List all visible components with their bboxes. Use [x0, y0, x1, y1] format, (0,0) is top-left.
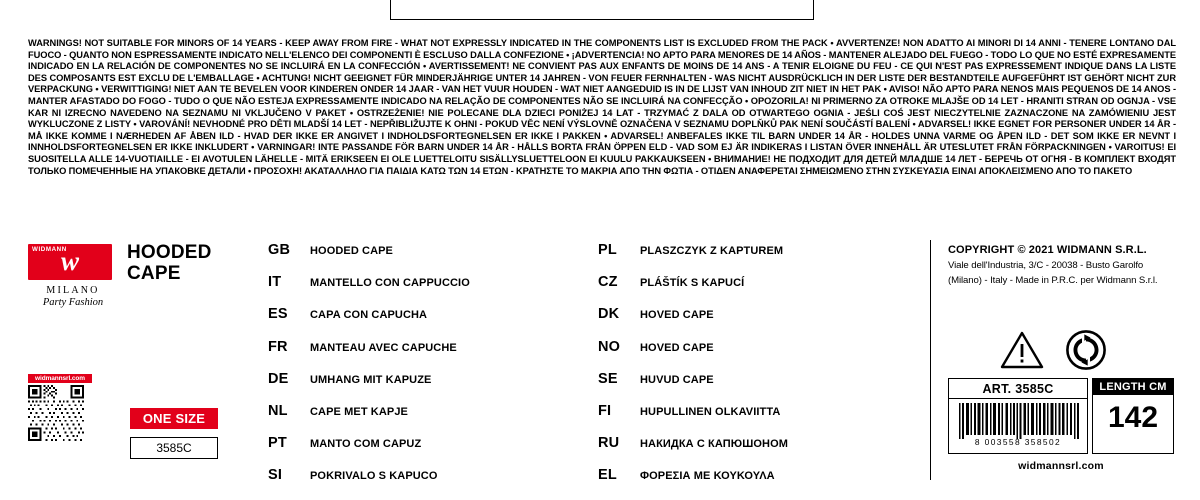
- list-item: [598, 435, 908, 467]
- article-number-label: ART. 3585C: [949, 379, 1087, 399]
- language-product-name: MANTO COM CAPUZ: [310, 438, 422, 451]
- language-code: FR: [268, 338, 288, 355]
- qr-code-icon: [28, 385, 84, 441]
- language-code: NO: [598, 338, 621, 355]
- warning-triangle-icon: [1000, 330, 1044, 370]
- article-code-box: 3585C: [130, 437, 218, 459]
- language-code: PT: [268, 435, 287, 452]
- language-product-name: CAPA CON CAPUCHA: [310, 309, 428, 322]
- barcode-block: [948, 378, 1088, 454]
- list-item: [268, 403, 578, 435]
- language-code: CZ: [598, 274, 618, 291]
- list-item: [598, 467, 908, 499]
- widmann-logo: [28, 244, 112, 280]
- language-product-name: HOODED CAPE: [310, 245, 393, 257]
- language-code: EL: [598, 467, 617, 484]
- language-column-left: [268, 242, 578, 500]
- list-item: [598, 403, 908, 435]
- length-title: LENGTH CM: [1093, 379, 1173, 395]
- green-dot-recycle-icon: [1066, 330, 1106, 370]
- language-list: [268, 242, 908, 482]
- symbols-block: [1000, 330, 1130, 370]
- list-item: [598, 371, 908, 403]
- length-value: 142: [1107, 401, 1159, 434]
- list-item: [268, 242, 578, 274]
- list-item: [268, 274, 578, 306]
- list-item: [268, 339, 578, 371]
- brand-block: [28, 244, 118, 308]
- company-address-line-1: Viale dell'Industria, 3/C - 20038 - Busto Garolfo: [948, 260, 1144, 271]
- list-item: [598, 274, 908, 306]
- language-code: PL: [598, 242, 617, 258]
- product-title: HOODED CAPE: [127, 242, 212, 284]
- top-empty-frame: [390, 0, 814, 20]
- size-block: [130, 408, 218, 459]
- language-product-name: ΦΟΡΕΣΙΑ ΜΕ ΚΟΥΚΟΥΛΑ: [640, 470, 775, 483]
- language-code: DK: [598, 306, 620, 323]
- language-code: SE: [598, 370, 618, 387]
- language-code: SI: [268, 467, 283, 484]
- length-block: [1092, 378, 1174, 454]
- logo-letter-w: w: [60, 245, 80, 276]
- qr-caption: widmannsrl.com: [28, 374, 92, 383]
- list-item: [598, 306, 908, 338]
- qr-block: [28, 374, 92, 446]
- list-item: [268, 371, 578, 403]
- multilingual-warnings-text: WARNINGS! NOT SUITABLE FOR MINORS OF 14 YEARS - KEEP AWAY FROM FIRE - WHAT NOT EXPRESSLY INDICATED IN THE COMPONENTS LIST IS EXCLUDED FROM THE PACK • AVVERTENZE! NON ADATTO AI MINORI DI 14 ANNI - TENERE LONTANO DAL FUOCO - QUANTO NON ESPRESSAMENTE INDICATO NELL'ELENCO DEI COMPONENTI È ESCLUSO DALLA CONFEZIONE • ¡ADVERTENCIA! NO APTO PARA MENORES DE 14 AÑOS - MANTENER ALEJADO DEL FUEGO - TODO LO QUE NO ESTÉ EXPRESAMENTE INDICADO EN LA RELACIÓN DE COMPONENTES NO SE INCLUIRÁ EN LA CONFECCIÓN • AVERTISSEMENT! NE CONVIENT PAS AUX ENFANTS DE MOINS DE 14 ANS - A TENIR ELOIGNE DU FEU - CE QUI N'EST PAS EXPRESSEMENT INDIQUE DANS LA LISTE DES COMPOSANTS EST EXCLU DE L'EMBALLAGE • ACHTUNG! NICHT GEEIGNET FÜR MINDERJÄHRIGE UNTER 14 JAHREN - VON FEUER FERNHALTEN - WAS NICHT AUSDRÜCKLICH IN DER LISTE DER BESTANDTEILE AUFGEFÜHRT IST GEHÖRT NICHT ZUR VERPACKUNG • VERWITTIGING! NIET AAN TE BEVELEN VOOR KINDEREN ONDER 14 JAAR - VAN HET VUUR HOUDEN - WAT NIET AANGEDUID IS IN DE LIJST VAN INHOUD ZIT NIET IN HET PAK • AVISO! NÃO APTO PARA NENOS MAIS PEQUENOS DE 14 ANOS - MANTER AFASTADO DO FOGO - TUDO O QUE NÃO ESTEJA EXPRESSAMENTE INDICADO NA RELAÇÃO DE COMPONENTES NÃO SE INCLUIRÁ NA CONFECÇÃO • OPOZORILA! NI PRIMERNO ZA OTROKE MLAJŠE OD 14 LET - HRANITI STRAN OD OGNJA - VSE KAR NI IZRECNO NAVEDENO NA SEZNAMU NI VKLJUČENO V PAKET • OSTRZEŻENIE! NIE POLECANE DLA DZIECI PONIŻEJ 14 LAT - TRZYMAĆ Z DALA OD OTWARTEGO OGNIA - JEŚLI COŚ JEST NIECZYTELNIE ZAZNACZONE NA ZAMÓWIENIU JEST WYKLUCZONE Z LISTY • VAROVÁNÍ! NEVHODNÉ PRO DĚTI MLADŠÍ 14 LET - NEPŘIBLIŽUJTE K OHNI - POKUD VĚC NENÍ VÝSLOVNĚ OZNAČENA V SEZNAMU DOPLŇKŮ PAK NENÍ SOUČÁSTÍ BALENÍ • ADVARSEL! IKKE EGNET FOR PERSONER UNDER 14 ÅR - MÅ IKKE KOMME I NÆRHEDEN AF ÅBEN ILD - HVAD DER IKKE ER ANGIVET I INDHOLDSFORTEGNELSEN ER IKKE I PAKKEN • ADVARSEL! ANBEFALES IKKE TIL BARN UNDER 14 ÅR - HOLDES UNNA VARME OG ÅPEN ILD - DET SOM IKKE ER NEVNT I INNHOLDSFORTEGNELSEN ER IKKE INKLUDERT • VARNINGAR! INTE PASSANDE FÖR BARN UNDER 14 ÅR - HÅLLS BORTA FRÅN ÖPPEN ELD - VAD SOM EJ ÄR INDIKERAS I LISTAN ÖVER INNEHÅLL ÄR UTESLUTET FRÅN FÖRPACKNINGEN • VAROITUS! EI SUOSITELLA ALLE 14-VUOTIAILLE - EI AVOTULEN LÄHELLE - MITÄ ERIKSEEN EI OLE LUETTELOITU SISÄLLYSLUETTELOON EI KUULU PAKKAUKSEEN • ВНИМАНИЕ! НЕ ПОДХОДИТ ДЛЯ ДЕТЕЙ МЛАДШЕ 14 ЛЕТ - БЕРЕЧЬ ОТ ОГНЯ - В КОМПЛЕКТ ВХОДЯТ ТОЛЬКО ПОМЕЧЕННЫЕ НА УПАКОВКЕ ДЕТАЛИ • ΠΡΟΣΟΧΗ! ΑΚΑΤΑΛΛΗΛΟ ΓΙΑ ΠΑΙΔΙΑ ΚΑΤΩ ΤΩΝ 14 ΕΤΩΝ - ΚΡΑΤΗΣΤΕ ΤΟ ΜΑΚΡΙΑ ΑΠΟ ΤΗΝ ΦΩΤΙΑ - ΟΤΙΔΕΝ ΑΝΑΦΕΡΕΤΑΙ ΣΗΜΕΙΩΜΕΝΟ ΣΤΗΝ ΣΥΣΚΕΥΑΣΙΑ ΕΙΝΑΙ ΑΠΟΚΛΕΙΣΜΕΝΟ ΑΠΟ ΤΟ ΠΑΚΕΤΟ: [28, 38, 1176, 176]
- language-column-right: [598, 242, 908, 500]
- list-item: [598, 339, 908, 371]
- language-product-name: HOVED CAPE: [640, 341, 714, 354]
- size-badge: ONE SIZE: [130, 408, 218, 429]
- vertical-divider: [930, 240, 931, 480]
- language-product-name: POKRIVALO S KAPUCO: [310, 470, 438, 483]
- language-code: IT: [268, 274, 282, 291]
- list-item: [268, 306, 578, 338]
- language-code: RU: [598, 435, 620, 452]
- language-product-name: HOVED CAPE: [640, 309, 714, 322]
- barcode-icon: [955, 403, 1081, 439]
- language-code: FI: [598, 402, 612, 419]
- language-code: NL: [268, 402, 288, 419]
- language-product-name: HUVUD CAPE: [640, 373, 714, 386]
- lower-section: [0, 232, 1200, 491]
- language-code: ES: [268, 306, 288, 323]
- language-product-name: MANTELLO CON CAPPUCCIO: [310, 277, 470, 290]
- language-code: GB: [268, 242, 291, 258]
- list-item: [268, 435, 578, 467]
- copyright-title: COPYRIGHT © 2021 WIDMANN S.R.L.: [948, 244, 1147, 256]
- language-product-name: HUPULLINEN OLKAVIITTA: [640, 405, 781, 418]
- brand-milano-text: MILANO: [46, 285, 100, 296]
- copyright-block: [948, 244, 1184, 286]
- footer-website: widmannsrl.com: [1018, 460, 1104, 472]
- language-product-name: НАКИДКА С КАПЮШОНОМ: [640, 438, 788, 451]
- logo-wordmark: WIDMANN: [32, 246, 67, 253]
- language-product-name: PLASZCZYK Z KAPTUREM: [640, 245, 784, 257]
- language-product-name: MANTEAU AVEC CAPUCHE: [310, 341, 457, 354]
- language-product-name: UMHANG MIT KAPUZE: [310, 373, 432, 386]
- barcode-number: 8 003558 358502: [974, 437, 1062, 447]
- language-code: DE: [268, 370, 289, 387]
- list-item: [598, 242, 908, 274]
- list-item: [268, 467, 578, 499]
- language-product-name: CAPE MET KAPJE: [310, 405, 408, 418]
- company-address-line-2: (Milano) - Italy - Made in P.R.C. per Widmann S.r.l.: [948, 275, 1158, 286]
- language-product-name: PLÁŠTÍK S KAPUCÍ: [640, 277, 745, 290]
- brand-tagline: Party Fashion: [42, 297, 104, 308]
